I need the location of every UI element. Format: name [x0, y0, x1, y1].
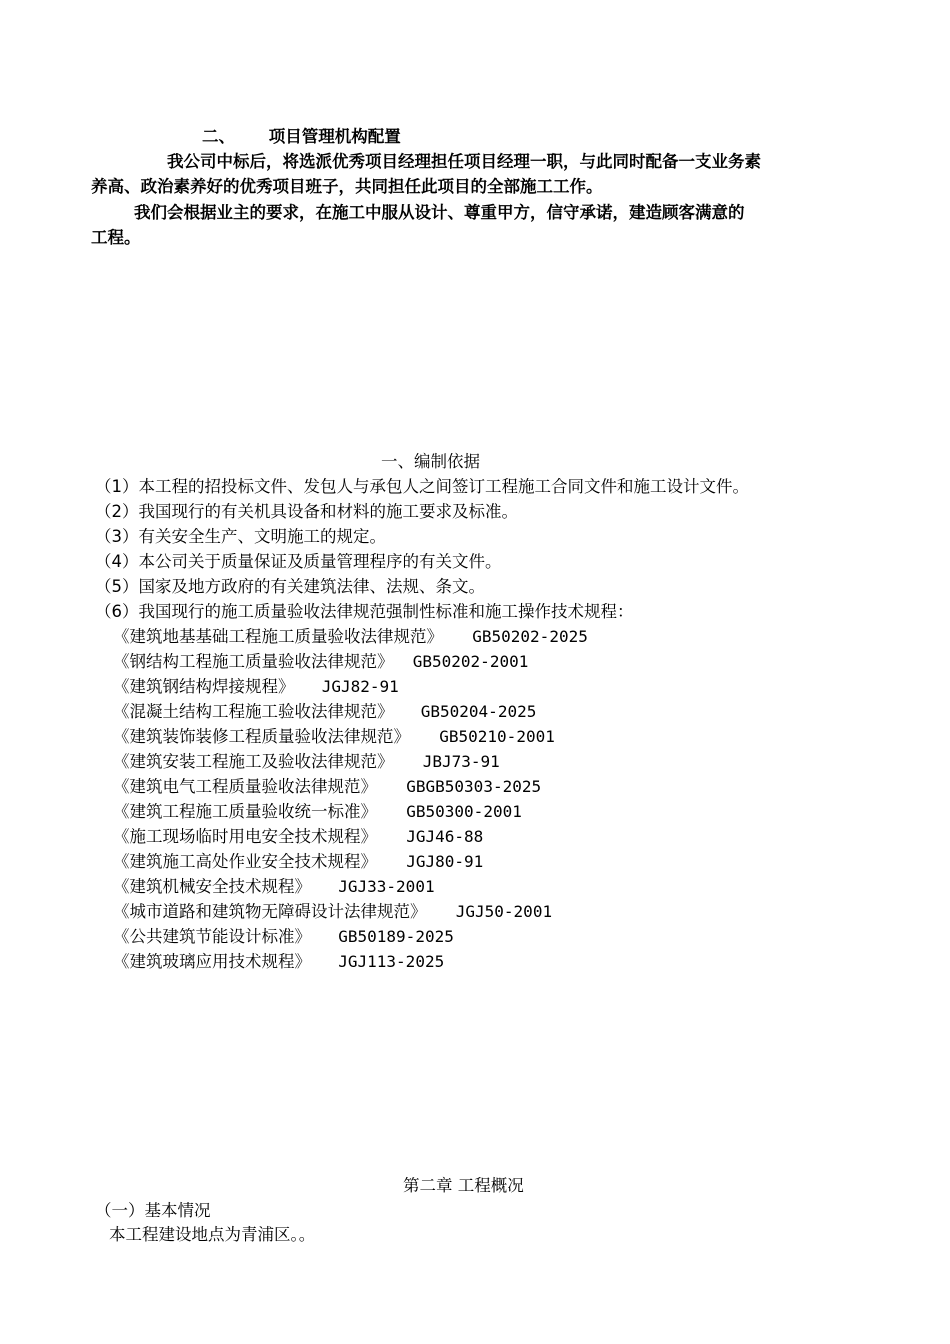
- standard-item: [113, 824, 483, 849]
- standard-code: GB50202-2001: [412, 652, 529, 671]
- standard-title: 《城市道路和建筑物无障碍设计法律规范》: [113, 902, 427, 921]
- standard-code: GB50202-2025: [472, 627, 588, 646]
- standard-title: 《建筑电气工程质量验收法律规范》: [113, 777, 377, 796]
- paragraph-line: 我公司中标后，将选派优秀项目经理担任项目经理一职，与此同时配备一支业务素: [167, 152, 761, 171]
- basis-item: （4）本公司关于质量保证及质量管理程序的有关文件。: [95, 552, 502, 571]
- basis-heading: 一、编制依据: [381, 452, 480, 471]
- standard-item: [113, 649, 528, 674]
- standard-item: [113, 799, 522, 824]
- paragraph-line: 养高、政治素养好的优秀项目班子，共同担任此项目的全部施工工作。: [91, 177, 603, 196]
- standard-title: 《混凝土结构工程施工验收法律规范》: [113, 702, 394, 721]
- standard-code: JGJ33-2001: [338, 877, 435, 896]
- standard-code: GB50189-2025: [338, 927, 454, 946]
- chapter-title: 第二章 工程概况: [403, 1176, 524, 1195]
- body-text: 本工程建设地点为青浦区。。: [109, 1225, 316, 1244]
- standard-title: 《建筑钢结构焊接规程》: [113, 677, 295, 696]
- paragraph-line: 工程。: [91, 228, 141, 247]
- standard-title: 《建筑机械安全技术规程》: [113, 877, 311, 896]
- standard-title: 《建筑玻璃应用技术规程》: [113, 952, 311, 971]
- standard-title: 《建筑装饰装修工程质量验收法律规范》: [113, 727, 410, 746]
- subsection-heading: （一）基本情况: [95, 1201, 211, 1220]
- standard-item: [113, 924, 454, 949]
- standard-code: GBGB50303-2025: [406, 777, 542, 796]
- standard-title: 《建筑施工高处作业安全技术规程》: [113, 852, 377, 871]
- standard-item: [113, 699, 536, 724]
- standard-code: GB50204-2025: [420, 702, 537, 721]
- standard-title: 《建筑地基基础工程施工质量验收法律规范》: [113, 627, 443, 646]
- standard-item: [113, 874, 435, 899]
- standard-title: 《建筑安装工程施工及验收法律规范》: [113, 752, 394, 771]
- standard-item: [113, 624, 588, 649]
- standard-item: [113, 949, 444, 974]
- basis-item: （1）本工程的招投标文件、发包人与承包人之间签订工程施工合同文件和施工设计文件。: [95, 477, 749, 496]
- standard-item: [113, 674, 399, 699]
- standard-code: JGJ82-91: [321, 677, 399, 696]
- paragraph-line: 我们会根据业主的要求，在施工中服从设计、尊重甲方，信守承诺，建造顾客满意的: [134, 203, 745, 222]
- basis-item: （3）有关安全生产、文明施工的规定。: [95, 527, 386, 546]
- standard-item: [113, 899, 552, 924]
- section-heading: [202, 124, 401, 149]
- standard-code: JGJ50-2001: [455, 902, 553, 921]
- standard-code: JBJ73-91: [422, 752, 500, 771]
- basis-item: （6）我国现行的施工质量验收法律规范强制性标准和施工操作技术规程：: [95, 602, 634, 621]
- standard-code: JGJ80-91: [406, 852, 484, 871]
- standard-code: JGJ46-88: [406, 827, 484, 846]
- standard-code: GB50210-2001: [439, 727, 555, 746]
- section-heading-number: 二、: [202, 127, 235, 146]
- standard-item: [113, 849, 483, 874]
- standard-item: [113, 774, 541, 799]
- standard-title: 《公共建筑节能设计标准》: [113, 927, 311, 946]
- basis-item: （2）我国现行的有关机具设备和材料的施工要求及标准。: [95, 502, 518, 521]
- standard-title: 《建筑工程施工质量验收统一标准》: [113, 802, 377, 821]
- basis-item: （5）国家及地方政府的有关建筑法律、法规、条文。: [95, 577, 485, 596]
- standard-title: 《钢结构工程施工质量验收法律规范》: [113, 652, 394, 671]
- standard-code: JGJ113-2025: [338, 952, 445, 971]
- standard-title: 《施工现场临时用电安全技术规程》: [113, 827, 377, 846]
- standard-item: [113, 724, 555, 749]
- standard-item: [113, 749, 500, 774]
- section-heading-text: 项目管理机构配置: [268, 127, 401, 146]
- standard-code: GB50300-2001: [406, 802, 522, 821]
